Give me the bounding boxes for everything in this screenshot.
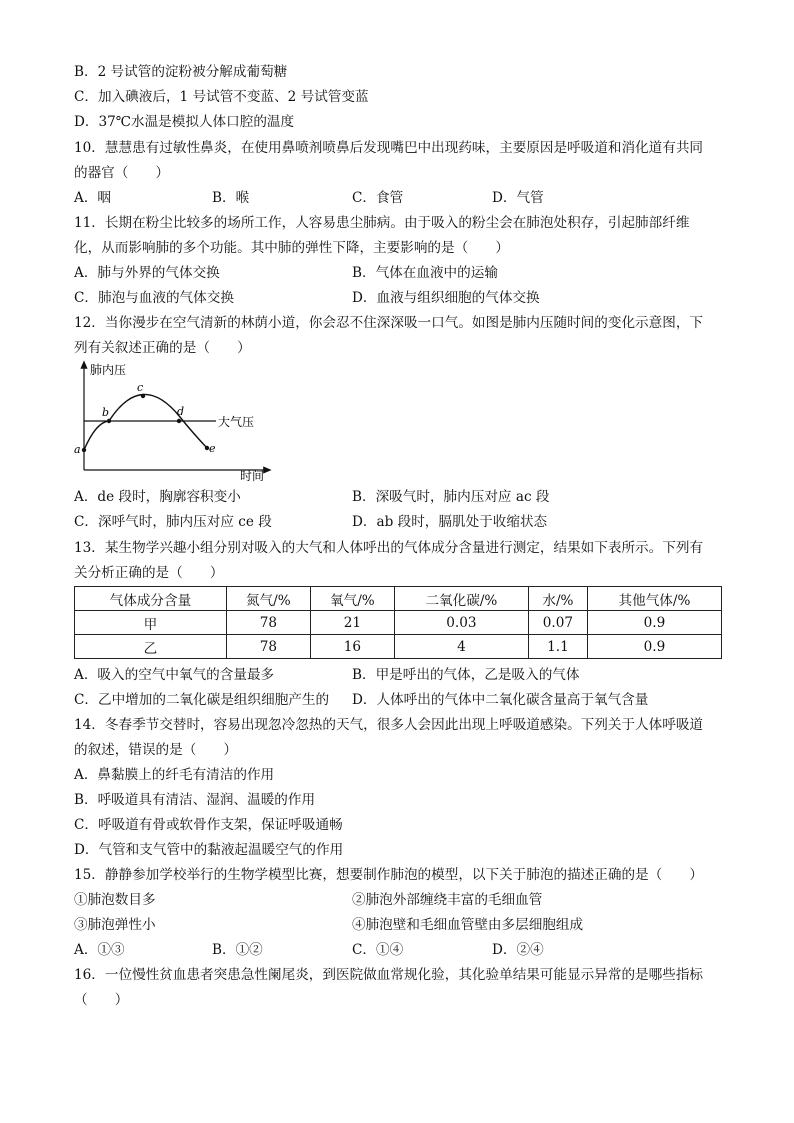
q11-option-d: D．血液与组织细胞的气体交换 — [352, 290, 540, 306]
q14-stem-line1: 14．冬春季节交替时，容易出现忽冷忽热的天气，很多人会因此出现上呼吸道感染。下列关于人体呼吸道 — [74, 717, 704, 733]
q13-stem-line2: 关分析正确的是（ ） — [74, 565, 224, 581]
q12-option-a: A．de 段时，胸廓容积变小 — [74, 489, 241, 505]
q11-stem-line2: 化，从而影响肺的多个功能。其中肺的弹性下降，主要影响的是（ ） — [74, 240, 509, 256]
q11-option-b: B．气体在血液中的运输 — [352, 265, 498, 281]
table-header-cell: 其他气体/% — [587, 587, 721, 611]
table-cell: 78 — [226, 611, 310, 635]
q11-option-a: A．肺与外界的气体交换 — [74, 265, 220, 281]
table-cell: 4 — [394, 635, 528, 659]
table-header-cell: 氮气/% — [226, 587, 310, 611]
y-axis-label: 肺内压 — [90, 363, 127, 377]
point-c — [141, 394, 145, 398]
table-cell: 78 — [226, 635, 310, 659]
table-cell: 0.07 — [528, 611, 587, 635]
table-header-cell: 水/% — [528, 587, 587, 611]
q15-option-c: C．①④ — [352, 942, 404, 958]
table-cell: 21 — [310, 611, 394, 635]
q12-option-c: C．深呼气时，肺内压对应 ce 段 — [74, 514, 272, 530]
q15-statement-4: ④肺泡壁和毛细血管壁由多层细胞组成 — [352, 917, 584, 933]
q10-option-a: A．咽 — [74, 190, 112, 206]
table-header-cell: 二氧化碳/% — [394, 587, 528, 611]
point-a — [82, 448, 86, 452]
q16-stem-line2: （ ） — [74, 992, 129, 1008]
q13-option-d: D．人体呼出的气体中二氧化碳含量高于氧气含量 — [352, 692, 649, 708]
q14-option-a: A．鼻黏膜上的纤毛有清洁的作用 — [74, 767, 275, 783]
label-d: d — [177, 405, 185, 418]
q14-option-b: B．呼吸道具有清洁、湿润、温暖的作用 — [74, 792, 316, 808]
q9-option-c: C．加入碘液后，1 号试管不变蓝、2 号试管变蓝 — [74, 89, 369, 105]
pressure-curve — [84, 394, 207, 450]
q14-option-d: D．气管和支气管中的黏液起温暖空气的作用 — [74, 842, 344, 858]
table-header-cell: 氧气/% — [310, 587, 394, 611]
q13-stem-line1: 13．某生物学兴趣小组分别对吸入的大气和人体呼出的气体成分含量进行测定，结果如下表所示。下列有 — [74, 540, 704, 556]
q9-option-b: B．2 号试管的淀粉被分解成葡萄糖 — [74, 64, 288, 80]
label-c: c — [137, 381, 144, 394]
label-b: b — [102, 406, 110, 419]
label-a: a — [74, 443, 81, 456]
q13-option-a: A．吸入的空气中氧气的含量最多 — [74, 667, 275, 683]
q15-statement-1: ①肺泡数目多 — [74, 892, 156, 908]
x-axis-label: 时间 — [240, 469, 265, 483]
atmospheric-pressure-label: 大气压 — [218, 415, 255, 429]
gas-composition-table — [74, 586, 722, 659]
q12-option-b: B．深吸气时，肺内压对应 ac 段 — [352, 489, 550, 505]
lung-pressure-graph — [70, 360, 280, 484]
table-row — [75, 611, 722, 635]
table-header-row — [75, 587, 722, 611]
q15-option-a: A．①③ — [74, 942, 125, 958]
q9-option-d: D．37℃水温是模拟人体口腔的温度 — [74, 114, 295, 130]
q10-option-c: C．食管 — [352, 190, 404, 206]
q12-stem-line1: 12．当你漫步在空气清新的林荫小道，你会忍不住深深吸一口气。如图是肺内压随时间的变化示意图，下 — [74, 315, 704, 331]
q10-stem-line1: 10．慧慧患有过敏性鼻炎，在使用鼻喷剂喷鼻后发现嘴巴中出现药味，主要原因是呼吸道和消化道有共同 — [74, 140, 704, 156]
table-cell: 1.1 — [528, 635, 587, 659]
table-cell: 0.03 — [394, 611, 528, 635]
point-b — [107, 419, 111, 423]
q12-stem-line2: 列有关叙述正确的是（ ） — [74, 340, 251, 356]
q10-option-b: B．喉 — [212, 190, 250, 206]
table-header-cell: 气体成分含量 — [75, 587, 227, 611]
table-cell: 0.9 — [587, 635, 721, 659]
q15-option-d: D．②④ — [492, 942, 544, 958]
table-cell: 乙 — [75, 635, 227, 659]
label-e: e — [209, 442, 216, 455]
q10-stem-line2: 的器官（ ） — [74, 165, 170, 181]
q16-stem-line1: 16．一位慢性贫血患者突患急性阑尾炎，到医院做血常规化验，其化验单结果可能显示异常的是哪些指标 — [74, 967, 704, 983]
table-cell: 16 — [310, 635, 394, 659]
point-d — [177, 419, 181, 423]
q15-statement-3: ③肺泡弹性小 — [74, 917, 156, 933]
q10-option-d: D．气管 — [492, 190, 544, 206]
q11-stem-line1: 11．长期在粉尘比较多的场所工作，人容易患尘肺病。由于吸入的粉尘会在肺泡处积存，引起肺部纤维 — [74, 215, 690, 231]
q14-option-c: C．呼吸道有骨或软骨作支架，保证呼吸通畅 — [74, 817, 343, 833]
q13-option-c: C．乙中增加的二氧化碳是组织细胞产生的 — [74, 692, 330, 708]
q15-option-b: B．①② — [212, 942, 263, 958]
q15-stem-line1: 15．静静参加学校举行的生物学模型比赛，想要制作肺泡的模型，以下关于肺泡的描述正确的是（ ） — [74, 867, 704, 883]
q13-option-b: B．甲是呼出的气体，乙是吸入的气体 — [352, 667, 580, 683]
q15-statement-2: ②肺泡外部缠绕丰富的毛细血管 — [352, 892, 543, 908]
table-cell: 甲 — [75, 611, 227, 635]
table-cell: 0.9 — [587, 611, 721, 635]
table-row — [75, 635, 722, 659]
q14-stem-line2: 的叙述，错误的是（ ） — [74, 742, 238, 758]
q12-option-d: D．ab 段时，膈肌处于收缩状态 — [352, 514, 548, 530]
q11-option-c: C．肺泡与血液的气体交换 — [74, 290, 234, 306]
